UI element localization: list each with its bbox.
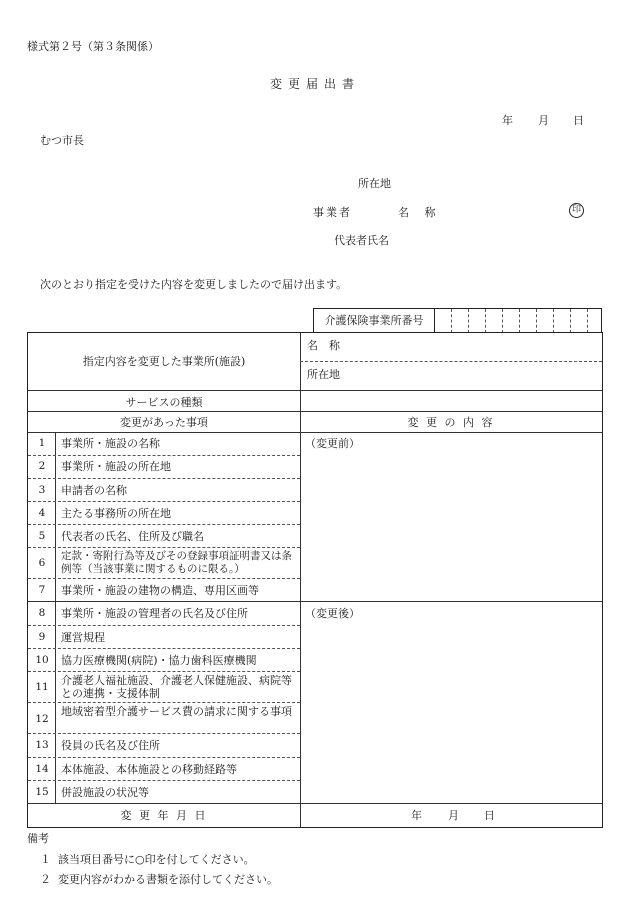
item-text: 代表者の氏名、住所及び職名 <box>61 530 204 543</box>
item-divider <box>28 478 300 479</box>
change-date-day: 日 <box>484 809 495 822</box>
number-column-divider <box>55 432 56 803</box>
item-number: 8 <box>38 607 46 619</box>
addressee: むつ市長 <box>40 134 84 147</box>
facility-label: 指定内容を変更した事業所(施設) <box>82 355 246 368</box>
item-divider <box>28 780 300 781</box>
item-text: 事業所・施設の名称 <box>61 437 160 450</box>
item-text: 本体施設、本体施設との移動経路等 <box>61 763 237 776</box>
item-number: 2 <box>38 460 46 472</box>
item-text: 事業所・施設の建物の構造、専用区画等 <box>61 584 259 597</box>
applicant-name-label: 名 称 <box>398 206 442 219</box>
provider-digit-cell[interactable] <box>502 309 520 333</box>
item-divider <box>28 455 300 456</box>
item-text: 介護老人福祉施設、介護老人保健施設、病院等との連携・支援体制 <box>61 674 292 700</box>
item-text: 協力医療機関(病院)・協力歯科医療機関 <box>61 654 257 667</box>
item-divider <box>28 671 300 672</box>
change-date-label: 変 更 年 月 日 <box>120 809 208 822</box>
row-divider <box>28 411 602 412</box>
change-date-year: 年 <box>411 809 422 822</box>
item-divider <box>28 547 300 548</box>
provider-digit-cell[interactable] <box>553 309 571 333</box>
item-divider <box>28 524 300 525</box>
notes-title: 備考 <box>27 832 49 845</box>
item-number: 12 <box>35 713 49 725</box>
item-number: 6 <box>38 557 46 569</box>
row-divider <box>28 432 602 433</box>
item-divider <box>28 733 300 734</box>
applicant-address-label: 所在地 <box>358 177 391 190</box>
form-number-label: 様式第２号（第３条関係） <box>27 40 159 53</box>
item-divider <box>28 702 300 703</box>
item-number: 15 <box>35 786 49 798</box>
item-divider <box>28 578 300 579</box>
seal-mark: 印 <box>569 203 584 218</box>
document-title: 変更届出書 <box>269 77 360 91</box>
item-text: 事業所・施設の管理者の氏名及び住所 <box>61 607 248 620</box>
item-text: 定款・寄附行為等及びその登録事項証明書又は条例等（当該事業に関するものに限る。） <box>61 550 292 575</box>
item-text: 運営規程 <box>61 631 105 644</box>
provider-digit-cell[interactable] <box>485 309 503 333</box>
provider-digit-cell[interactable] <box>468 309 486 333</box>
item-number: 5 <box>38 530 46 542</box>
item-number: 13 <box>35 739 49 751</box>
applicant-representative-label: 代表者氏名 <box>334 234 389 247</box>
item-text: 申請者の名称 <box>61 484 127 497</box>
item-divider <box>28 757 300 758</box>
item-text: 併設施設の状況等 <box>61 786 149 799</box>
item-divider <box>28 625 300 626</box>
item-divider <box>28 601 300 602</box>
note-item <box>40 851 255 867</box>
service-type-label: サービスの種類 <box>125 396 203 409</box>
provider-digit-cell[interactable] <box>451 309 469 333</box>
facility-address-label: 所在地 <box>307 368 340 381</box>
date-month: 月 <box>538 114 549 127</box>
item-number: 9 <box>38 631 46 643</box>
before-after-divider <box>300 601 602 602</box>
item-number: 4 <box>38 507 46 519</box>
item-text: 地域密着型介護サービス費の請求に関する事項 <box>61 705 292 718</box>
changed-items-header: 変更があった事項 <box>120 416 208 429</box>
item-number: 1 <box>38 437 46 449</box>
applicant-business-label: 事業者 <box>313 206 352 219</box>
item-number: 3 <box>38 484 46 496</box>
intro-text: 次のとおり指定を受けた内容を変更しましたので届け出ます。 <box>40 278 348 291</box>
provider-number-box <box>313 308 602 332</box>
item-divider <box>28 501 300 502</box>
item-text: 役員の氏名及び住所 <box>61 739 160 752</box>
after-change-label: （変更後） <box>305 607 360 620</box>
note-text: 変更内容がわかる書類を添付してください。 <box>58 873 278 886</box>
provider-digit-cell[interactable] <box>570 309 588 333</box>
column-divider <box>300 333 301 827</box>
change-form-table <box>27 332 603 828</box>
note-number: １ <box>40 853 51 866</box>
item-divider <box>28 648 300 649</box>
row-divider <box>28 803 602 804</box>
item-text: 事業所・施設の所在地 <box>61 460 171 473</box>
note-text: 該当項目番号に○印を付してください。 <box>58 853 255 866</box>
facility-inner-divider <box>300 361 602 362</box>
note-item <box>40 871 278 887</box>
date-year: 年 <box>502 114 513 127</box>
item-text: 主たる事務所の所在地 <box>61 507 171 520</box>
before-change-label: （変更前） <box>305 437 360 450</box>
item-number: 7 <box>38 584 46 596</box>
provider-digit-cell[interactable] <box>536 309 554 333</box>
item-number: 10 <box>35 654 49 666</box>
change-date-month: 月 <box>448 809 459 822</box>
item-number: 11 <box>35 681 49 693</box>
item-number: 14 <box>35 763 49 775</box>
provider-digit-cell[interactable] <box>519 309 537 333</box>
provider-digit-cell[interactable] <box>434 309 452 333</box>
date-day: 日 <box>573 114 584 127</box>
provider-number-label: 介護保険事業所番号 <box>314 309 435 333</box>
change-content-header: 変 更 の 内 容 <box>407 416 495 429</box>
note-number: ２ <box>40 873 51 886</box>
provider-digit-cell[interactable] <box>587 309 602 333</box>
facility-name-label: 名 称 <box>307 339 340 352</box>
row-divider <box>28 390 602 391</box>
